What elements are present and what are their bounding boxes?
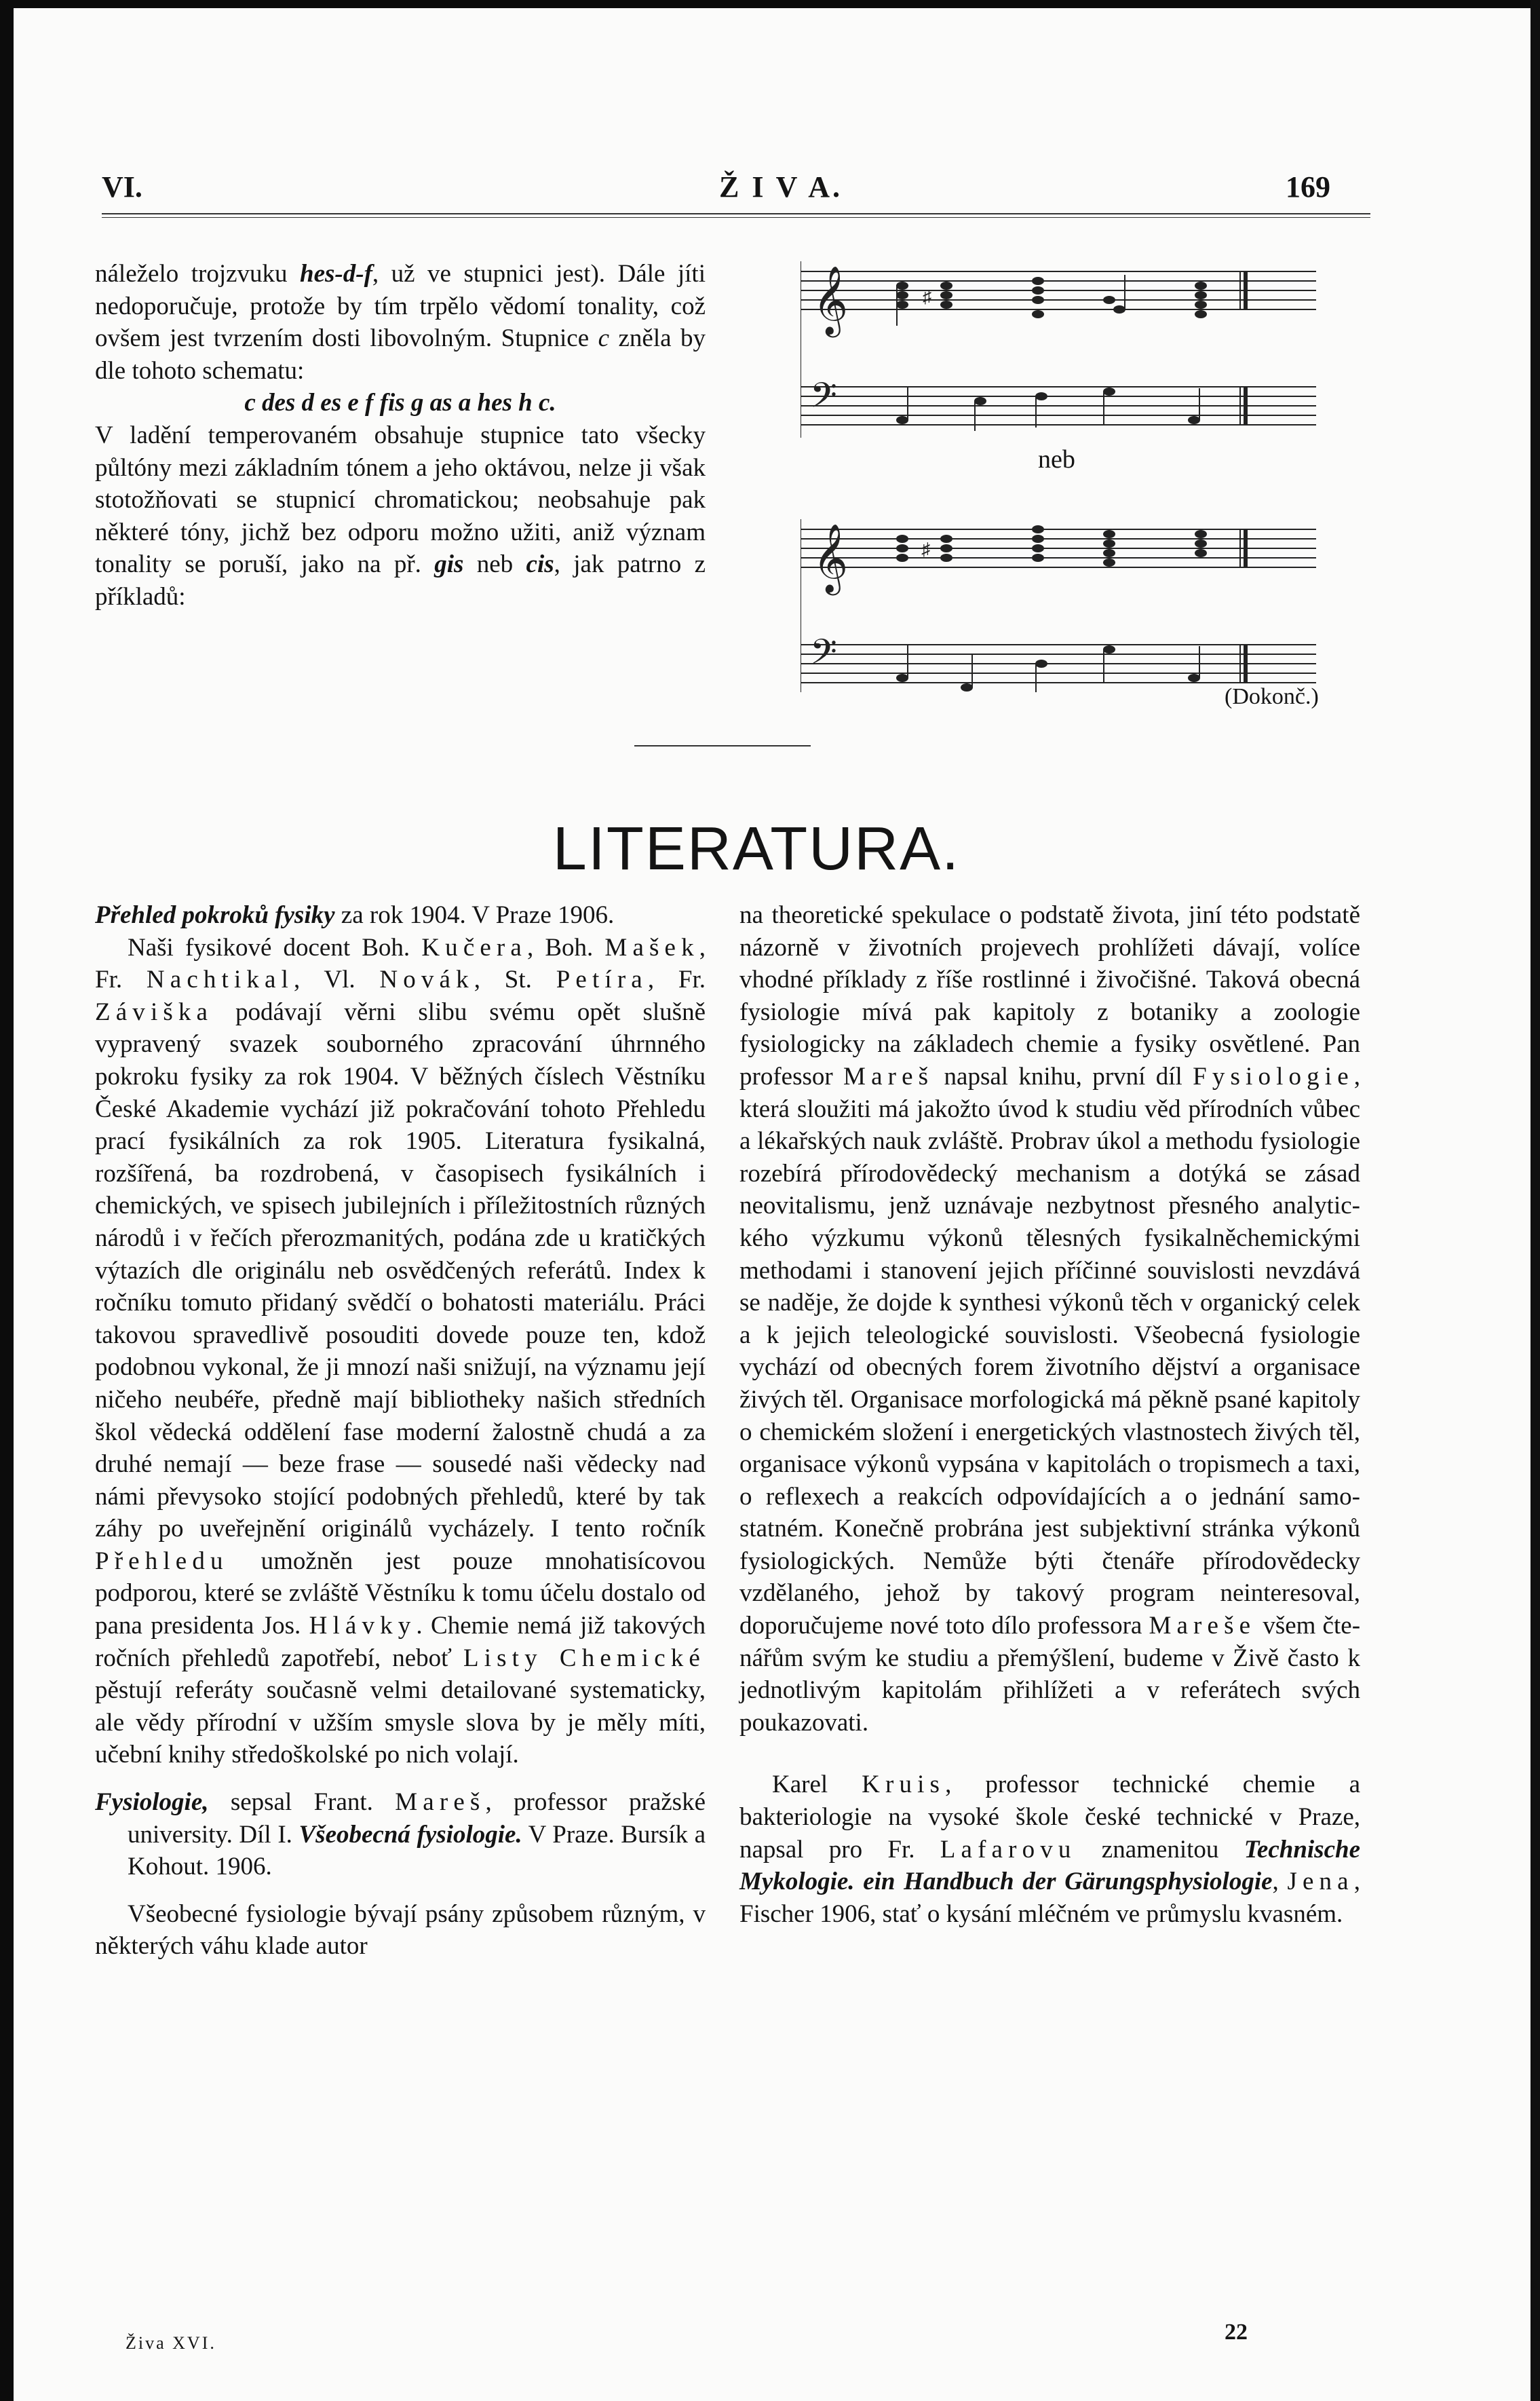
review-paragraph-1: Naši fysikové docent Boh. Kučera, Boh. Mašek, Fr. Nachtikal, Vl. Novák, St. Petíra, Fr. Záviška podávají věrni slibu svému opět slušně vypravený svazek souborného zpracování úhrnného pokroku fysiky za rok 1904. V běžných číslech Věstníku České Akademie vychází již pokračování tohoto Přehledu prací fysikálních za rok 1905. Literatura fysikalná, rozšířená, ba rozdrobená, v časopisech fysikálních i chemických, ve spisech jubilejních i příležitostních různých národů i v řečích přerozmanitých, podána zde u kratičkých výtazích dle originálu neb osvědčených referátů. Index k ročníku tomuto přidaný svědčí o bohatosti materiálu. Práci takovou spravedlivě posouditi dovede pouze ten, kdož podobnou vykonal, že ji mnozí naši snižují, na významu její ničeho neubéře, předně mají bibliotheky našich středních škol vědecká oddělení fase moderní žalostně chudá a za druhé nemají — beze frase — sousedé naši vědecky nad námi převysoko stojící podobných přehledů, které by tak záhy po uveřejnění originálů vycházely. I tento ročník Přehledu umožněn jest pouze mnohatisícovou podporou, které se zvláště Věstníku k tomu účelu dostalo od pana presidenta Jos. Hlávky. Chemie nemá již takových ročních přehledů zapotřebí, neboť Listy Chemické pěstují referáty současně velmi detailované systematicky, ale vědy přírodní v užším smysle slova by je měly míti, učební knihy středoškolské po nich volají. <box>95 933 706 1769</box>
music-example <box>801 258 1316 692</box>
treble-clef-icon: 𝄞 <box>813 265 849 335</box>
staff-system-2 <box>801 516 1316 692</box>
header-page-number: 169 <box>1286 170 1330 204</box>
paragraph-temperament: V ladění temperovaném obsahuje stupnice tato všecky půltóny mezi základním tónem a jeho oktávou, nelze ji však stotožňovati se stupnicí chromatickou; neobsahuje pak některé tóny, jichž bez odporu možno užiti, aniž význam tonality se poruší, jako na př. gis neb cis, jak patrno z příkladů: <box>95 421 706 611</box>
staff-system-1 <box>801 258 1316 441</box>
review-paragraph-3: Karel Kruis, professor technické chemie a bakteriologie na vysoké škole české technické v Praze, napsal pro Fr. Lafarovu znamenitou Technische Mykologie. ein Handbuch der Gärungsphysiologie, Jena, Fischer 1906, stať o kysání mléčném ve průmyslu kvasném. <box>739 1771 1361 1928</box>
bass-clef-icon: 𝄢 <box>810 375 837 424</box>
scan-edge-right <box>1531 0 1540 2401</box>
notes-system-2 <box>896 525 1207 692</box>
header-volume: VI. <box>102 170 142 204</box>
treble-clef-icon: 𝄞 <box>813 523 849 592</box>
scan-edge-left <box>0 0 14 2401</box>
continuation-text <box>95 258 706 613</box>
to-be-continued-note: (Dokonč.) <box>1225 684 1319 709</box>
paragraph-schema: náleželo trojzvuku hes-d-f, už ve stupnici jest). Dále jíti nedoporučuje, protože by tím trpělo vědomí tonality, což ovšem jest tvrzením dosti libovolným. Stupnice c zněla by dle tohoto schematu: <box>95 260 706 385</box>
bibliography-entry-1: Přehled pokroků fysiky za rok 1904. V Praze 1906. <box>95 901 615 929</box>
review-paragraph-2-start: Všeobecné fysiologie bývají psány způsobem různým, v některých váhu klade autor <box>95 1899 706 1961</box>
header-rule-thin <box>102 217 1370 218</box>
svg-text:♯: ♯ <box>921 540 930 559</box>
left-column <box>95 899 706 1963</box>
bibliography-entry-2: Fysiologie, sepsal Frant. Mareš, professor pražské university. Díl I. Všeobecná fysiologie. V Praze. Bursík a Kohout. 1906. <box>95 1788 706 1881</box>
notes-system-1 <box>896 275 1207 431</box>
header-rule <box>102 213 1370 214</box>
scale-formula: c des d es e f fis g as a hes h c. <box>244 389 556 417</box>
review-paragraph-2-continued: na theoretické spekulace o podstatě života, jiní této podstatě názorně v životních projevech prohlížeti dávají, volíce vhodné příklady z říše rostlinné i živočišné. Taková obecná fysiologie mívá pak kapitoly z botaniky a zoologie fysiologicky na základech chemie a fysiky osvětlené. Pan professor Mareš napsal knihu, první díl Fysiologie, která sloužiti má jakožto úvod k studiu věd přírodních vůbec a lékařských nauk zvláště. Probrav úkol a methodu fysiologie rozebírá přírodovědecký mechanism a dotýká se zásad neovitalismu, jenž uznávaje nezbytnost přesného analytického výzkumu výkonů tělesných fysikalněchemickými methodami i stanovení jejich příčinné souvislosti nevzdává se naděje, že dojde k synthesi výkonů těch v organický celek a k jejich teleologické souvislosti. Všeobecná fysiologie vychází od obecných forem životního dějství a organisace živých těl. Organisace morfologická má pěkně psané kapitoly o chemickém složení i energetických vlastnostech živých těl, organisace výkonů vypsána v kapitolách o tropismech a taxi, o reflexech a reakcích odpovídajících a o jednání samostatném. Konečně probrána jest subjektivní stránka výkonů fysiologických. Nemůže býti čtenáře přírodovědecky vzdělaného, jehož by takový program neinteresoval, doporučujeme nové toto dílo professora Mareše všem čtenářům svým ke studiu a přemýšlení, budeme v Živě často k jednotlivým kapitolám přihlížeti a v referátech svých poukazovati. <box>739 901 1361 1737</box>
footer-sheet-number: 22 <box>1225 2320 1248 2345</box>
header-journal-title: Ž I V A. <box>719 170 843 204</box>
svg-text:♯: ♯ <box>923 287 931 307</box>
scan-edge-top <box>0 0 1540 8</box>
section-title: LITERATURA. <box>552 815 961 883</box>
music-or-label: neb <box>1038 445 1075 474</box>
footer-signature: Živa XVI. <box>126 2333 216 2353</box>
section-separator <box>634 745 811 746</box>
bass-clef-icon: 𝄢 <box>810 631 837 681</box>
right-column <box>739 899 1360 1930</box>
